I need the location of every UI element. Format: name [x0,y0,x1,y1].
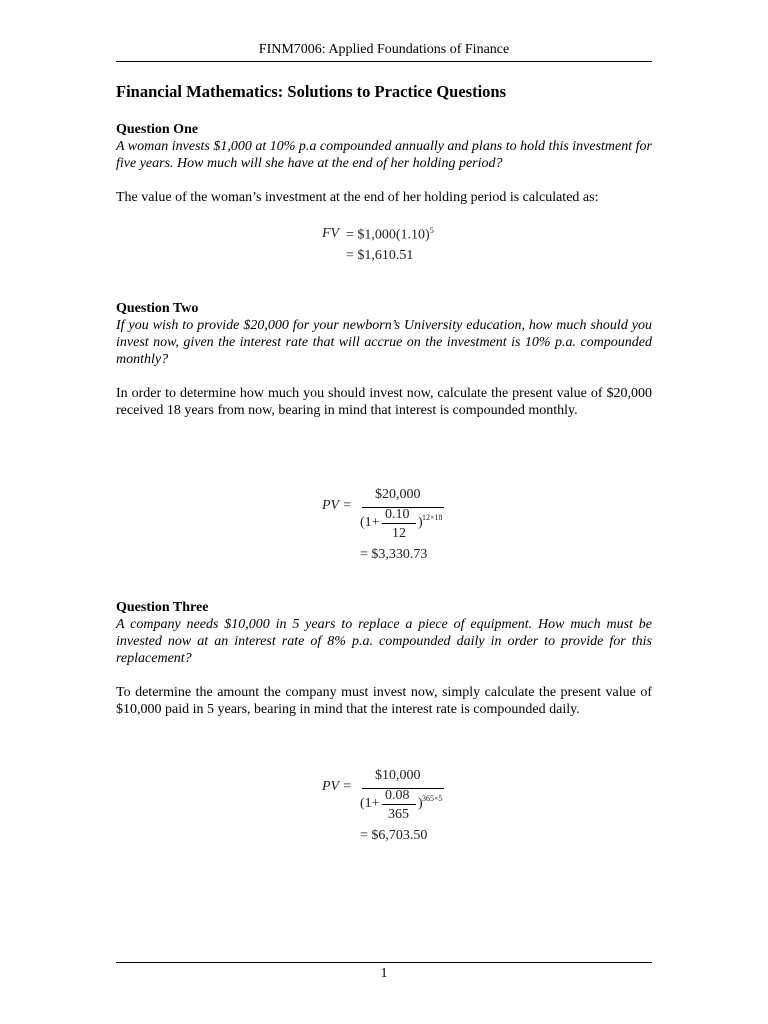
question-three-heading: Question Three [116,600,209,615]
eq3-inner-denominator: 365 [388,807,409,822]
question-three-answer: To determine the amount the company must invest now, simply calculate the present value of $10,000 paid in 5 years, bearing in mind that the interest rate is compounded daily. [116,685,652,717]
eq3-numerator: $10,000 [375,768,421,783]
question-two-text: If you wish to provide $20,000 for your newborn’s University education, how much should you invest now, given the interest rate that will accrue on the investment is 10% p.a. compounded monthly? [116,318,652,367]
document-title: Financial Mathematics: Solutions to Practice Questions [116,82,507,101]
question-one-text: A woman invests $1,000 at 10% p.a compounded annually and plans to hold this investment for five years. How much will she have at the end of her holding period? [116,139,652,171]
page-number: 1 [380,966,388,981]
question-one [116,121,652,172]
eq2-inner-denominator: 12 [392,526,406,541]
footer-rule [116,962,652,963]
eq3-result: = $6,703.50 [360,828,428,843]
eq3-exponent: 365×5 [422,794,443,803]
eq3-inner-bar [382,804,416,805]
eq3-lhs: PV = [322,779,352,794]
eq2-result: = $3,330.73 [360,547,428,562]
equation-pv-three [322,768,462,848]
eq2-exponent: 12×18 [422,513,443,522]
eq3-den-prefix: (1+ [360,796,380,811]
eq2-den-suffix: ) [418,515,423,530]
eq2-numerator: $20,000 [375,487,421,502]
equation-pv-two [322,487,462,567]
question-two [116,300,652,368]
eq2-den-prefix: (1+ [360,515,380,530]
question-one-heading: Question One [116,122,199,137]
eq2-inner-numerator: 0.10 [385,507,410,522]
header-rule [116,61,652,62]
eq3-inner-numerator: 0.08 [385,788,410,803]
eq3-den-suffix: ) [418,796,423,811]
eq2-lhs: PV = [322,498,352,513]
eq1-line2: = $1,610.51 [346,248,414,263]
question-one-answer: The value of the woman’s investment at the end of her holding period is calculated as: [116,190,599,205]
question-three [116,599,652,667]
question-three-text: A company needs $10,000 in 5 years to replace a piece of equipment. How much must be invested now at an interest rate of 8% p.a. compounded daily in order to provide for this replacement? [116,617,652,666]
eq1-lhs: FV [322,226,340,241]
running-header: FINM7006: Applied Foundations of Finance [258,42,510,57]
question-two-heading: Question Two [116,301,199,316]
question-two-answer: In order to determine how much you should invest now, calculate the present value of $20,000 received 18 years from now, bearing in mind that interest is compounded monthly. [116,386,652,418]
eq1-line1: = $\$1,000(1.10)^5$ [346,226,434,243]
eq2-inner-bar [382,523,416,524]
